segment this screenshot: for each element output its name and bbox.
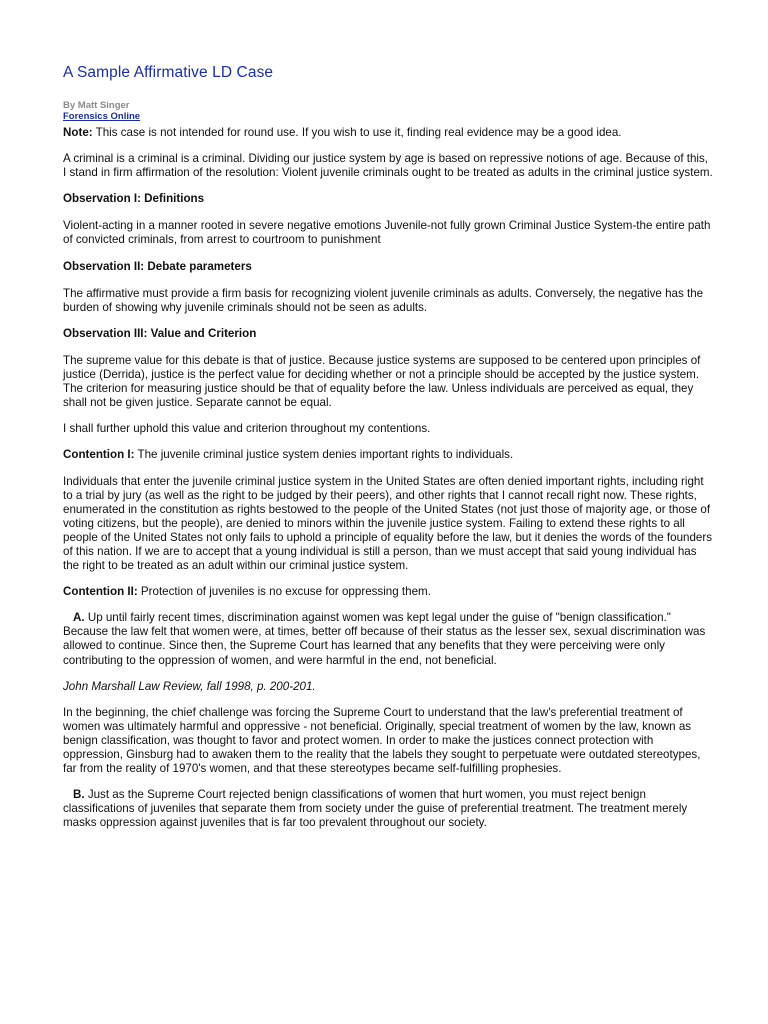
contention-1-body: Individuals that enter the juvenile criminal justice system in the United States are often denied important rights, including right to a trial by jury (as well as the right to be judged by their peers), and other rights that I cannot recall right now. These rights, enumerated in the constitution as rights bestowed to the people of the United States (not just those of majority age, or those of voting citizens, but the people), are denied to minors within the juvenile justice system. Failing to extend these rights to all people of the United States not only fails to uphold a principle of equality before the law, but it denies the words of the founders of this nation. If we are to accept that a young individual is still a person, than we must accept that said young individual has the right to be treated as an adult within our criminal justice system. [63,474,713,573]
contention-2-paragraph [63,585,713,599]
document-page [63,64,713,842]
subpoint-b-label: B. [73,788,85,802]
subpoint-b-text: Just as the Supreme Court rejected benign classifications of women that hurt women, you must reject benign classifications of juveniles that separate them from society under the guise of preferential treatment. The treatment merely masks oppression against juveniles that is far too prevalent throughout our society. [63,788,688,830]
quote-paragraph: In the beginning, the chief challenge was forcing the Supreme Court to understand that the law's preferential treatment of women was ultimately harmful and oppressive - not beneficial. Originally, special treatment of women by the law, known as benign classification, was thought to favor and protect women. In order to make the justices connect protection with oppression, Ginsburg had to awaken them to the reality that the labels they sought to perpetuate were outdated stereotypes, far from the reality of 1970's women, and that these stereotypes became self-fulfilling prophesies. [63,705,701,776]
observation-3-text: The supreme value for this debate is that of justice. Because justice systems are supposed to be centered upon principles of justice (Derrida), justice is the perfect value for deciding whether or not a principle should be accepted by the justice system. The criterion for measuring justice should be that of equality before the law. Unless individuals are perceived as equal, they shall not be given justice. Separate cannot be equal. [63,353,701,410]
note-text: This case is not intended for round use. If you wish to use it, finding real evidence may be a good idea. [92,126,622,139]
contention-1-thesis: The juvenile criminal justice system denies important rights to individuals. [134,448,514,462]
observation-1-heading: Observation I: Definitions [63,192,205,206]
subpoint-b-paragraph [63,788,713,830]
observation-3-heading: Observation III: Value and Criterion [63,326,257,340]
byline: By Matt Singer [63,100,130,111]
contention-2-label: Contention II: [63,585,138,599]
uphold-paragraph: I shall further uphold this value and criterion throughout my contentions. [63,422,431,436]
page-title: A Sample Affirmative LD Case [63,64,274,81]
observation-1-text: Violent-acting in a manner rooted in severe negative emotions Juvenile-not fully grown Criminal Justice System-the entire path of convicted criminals, from arrest to courtroom to punishment [63,219,711,247]
contention-1-paragraph [63,448,713,462]
citation: John Marshall Law Review, fall 1998, p. 200-201. [63,679,316,693]
observation-2-heading: Observation II: Debate parameters [63,259,252,273]
observation-2-text: The affirmative must provide a firm basis for recognizing violent juvenile criminals as adults. Conversely, the negative has the burden of showing why juvenile criminals should not be seen as adults. [63,286,704,314]
note-label: Note: [63,126,93,139]
source-link[interactable]: Forensics Online [63,111,141,122]
contention-2-thesis: Protection of juveniles is no excuse for oppressing them. [137,585,431,599]
subpoint-a-paragraph [63,611,713,667]
intro-paragraph: A criminal is a criminal is a criminal. Dividing our justice system by age is based on repressive notions of age. Because of this, I stand in firm affirmation of the resolution: Violent juvenile criminals ought to be treated as adults in the criminal justice system. [63,152,713,180]
subpoint-a-text: Up until fairly recent times, discrimination against women was kept legal under the guise of "benign classification." Because the law felt that women were, at times, better off because of their status as the lesser sex, sexual discrimination was allowed to continue. Since then, the Supreme Court has learned that any benefits that they were perceiving were only contributing to the oppression of women, and were harmful in the end, not beneficial. [63,611,706,667]
subpoint-a-label: A. [73,611,85,625]
note-paragraph [63,126,713,140]
contention-1-label: Contention I: [63,448,135,462]
